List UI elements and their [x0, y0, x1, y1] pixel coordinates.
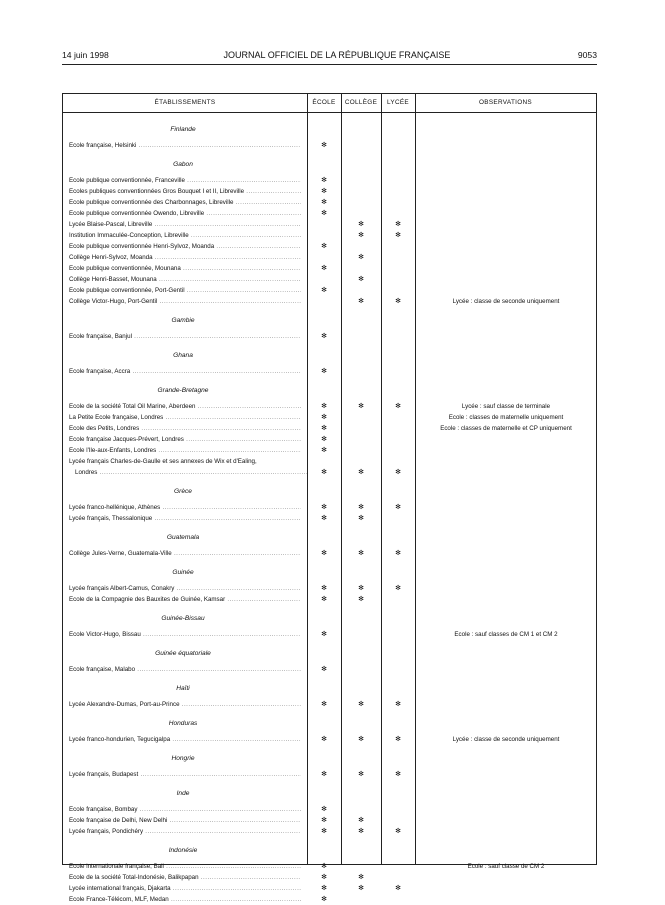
column-header-observations: OBSERVATIONS [479, 99, 532, 106]
table-row [63, 274, 596, 285]
ecole-mark: ✻ [321, 515, 327, 522]
observation-text: Ecole : classes de maternelle uniquement [448, 414, 564, 421]
establishment-name: Lycée français Charles-de-Gaulle et ses annexes de Wix et d'Ealing, [69, 458, 257, 465]
table-row [63, 197, 596, 208]
establishment-name: Ecole des Petits, Londres ..... [69, 423, 301, 434]
lycee-mark: ✻ [395, 232, 401, 239]
observation-text: Ecole : sauf classes de CM 1 et CM 2 [454, 631, 558, 638]
ecole-mark: ✻ [321, 550, 327, 557]
ecole-mark: ✻ [321, 885, 327, 892]
ecole-mark: ✻ [321, 585, 327, 592]
country-heading: Inde [176, 790, 190, 797]
table-row [63, 734, 596, 745]
table-row [63, 664, 596, 675]
table-row [63, 883, 596, 894]
establishment-name: Lycée franco-hondurien, Tegucigalpa ..... [69, 734, 301, 745]
table-row [63, 401, 596, 412]
ecole-mark: ✻ [321, 596, 327, 603]
ecole-mark: ✻ [321, 243, 327, 250]
table-row [63, 331, 596, 342]
establishment-name: Collège Henri-Basset, Mounana ..... [69, 274, 301, 285]
ecole-mark: ✻ [321, 287, 327, 294]
schools-table [62, 93, 597, 903]
ecole-mark: ✻ [321, 736, 327, 743]
country-heading: Gabon [173, 161, 193, 168]
lycee-mark: ✻ [395, 469, 401, 476]
college-mark: ✻ [358, 469, 364, 476]
table-row [63, 230, 596, 241]
ecole-mark: ✻ [321, 265, 327, 272]
table-row [63, 140, 596, 151]
table-row [63, 594, 596, 605]
table-row [63, 263, 596, 274]
establishment-name: Ecole française, Helsinki ..... [69, 140, 301, 151]
table-row [63, 412, 596, 423]
ecole-mark: ✻ [321, 368, 327, 375]
table-row [63, 629, 596, 640]
table-row [63, 366, 596, 377]
table-row [63, 467, 596, 478]
ecole-mark: ✻ [321, 863, 327, 870]
lycee-mark: ✻ [395, 403, 401, 410]
table-header [63, 94, 596, 113]
lycee-mark: ✻ [395, 221, 401, 228]
column-header-lycee: LYCÉE [387, 99, 409, 106]
college-mark: ✻ [358, 254, 364, 261]
ecole-mark: ✻ [321, 896, 327, 903]
establishment-name: Ecole française, Accra ..... [69, 366, 301, 377]
establishment-name: Ecole de la Compagnie des Bauxites de Guinée, Kamsar ..... [69, 594, 301, 605]
country-heading: Haïti [176, 685, 190, 692]
country-heading: Grande-Bretagne [157, 387, 209, 394]
establishment-name: Londres ..... [75, 467, 307, 478]
lycee-mark: ✻ [395, 771, 401, 778]
college-mark: ✻ [358, 885, 364, 892]
country-heading: Guinée [172, 569, 194, 576]
college-mark: ✻ [358, 771, 364, 778]
college-mark: ✻ [358, 596, 364, 603]
establishment-name: Lycée Alexandre-Dumas, Port-au-Prince ..... [69, 699, 301, 710]
table-row [63, 445, 596, 456]
establishment-name: Lycée français, Budapest ..... [69, 769, 301, 780]
table-row [63, 513, 596, 524]
establishment-name: Collège Jules-Verne, Guatemala-Ville ..... [69, 548, 301, 559]
establishment-name: Ecoles publiques conventionnées Gros Bouquet I et II, Libreville ..... [69, 186, 301, 197]
ecole-mark: ✻ [321, 403, 327, 410]
establishment-name: Collège Henri-Sylvoz, Moanda ..... [69, 252, 301, 263]
ecole-mark: ✻ [321, 199, 327, 206]
college-mark: ✻ [358, 550, 364, 557]
header-date: 14 juin 1998 [62, 50, 109, 60]
lycee-mark: ✻ [395, 504, 401, 511]
ecole-mark: ✻ [321, 701, 327, 708]
college-mark: ✻ [358, 701, 364, 708]
lycee-mark: ✻ [395, 701, 401, 708]
establishment-name: Ecole publique conventionnée, Mounana ..... [69, 263, 301, 274]
college-mark: ✻ [358, 221, 364, 228]
establishment-name: Ecole française, Banjul ..... [69, 331, 301, 342]
table-row [63, 804, 596, 815]
table-row [63, 583, 596, 594]
table-row [63, 699, 596, 710]
ecole-mark: ✻ [321, 828, 327, 835]
establishment-name: Lycée international français, Djakarta ..... [69, 883, 301, 894]
establishment-name: Lycée Blaise-Pascal, Libreville ..... [69, 219, 301, 230]
table-row [63, 423, 596, 434]
establishment-name: Ecole française, Malabo ..... [69, 664, 301, 675]
establishment-name: Lycée français Albert-Camus, Conakry ..... [69, 583, 301, 594]
establishment-name: Institution Immaculée-Conception, Libreville ..... [69, 230, 301, 241]
lycee-mark: ✻ [395, 550, 401, 557]
country-heading: Honduras [168, 720, 198, 727]
table-row [63, 826, 596, 837]
column-header-college: COLLÈGE [344, 99, 378, 106]
ecole-mark: ✻ [321, 142, 327, 149]
ecole-mark: ✻ [321, 771, 327, 778]
lycee-mark: ✻ [395, 585, 401, 592]
table-row [63, 252, 596, 263]
table-row [63, 219, 596, 230]
page-header [62, 48, 597, 65]
observation-text: Lycée : sauf classe de terminale [461, 403, 551, 410]
establishment-name: Lycée français, Thessalonique ..... [69, 513, 301, 524]
ecole-mark: ✻ [321, 414, 327, 421]
college-mark: ✻ [358, 276, 364, 283]
table-row [63, 296, 596, 307]
establishment-name: Ecole publique conventionnée, Franceville ..... [69, 175, 301, 186]
observation-text: Lycée : classe de seconde uniquement [452, 736, 560, 743]
establishment-name: Ecole de la société Total Oil Marine, Aberdeen ..... [69, 401, 301, 412]
observation-text: Lycée : classe de seconde uniquement [452, 298, 560, 305]
column-header-etablissements: ÉTABLISSEMENTS [154, 99, 216, 106]
table-row [63, 769, 596, 780]
establishment-name: La Petite Ecole française, Londres ..... [69, 412, 301, 423]
college-mark: ✻ [358, 232, 364, 239]
country-heading: Guatemala [166, 534, 200, 541]
college-mark: ✻ [358, 828, 364, 835]
lycee-mark: ✻ [395, 736, 401, 743]
table-row [63, 456, 596, 467]
ecole-mark: ✻ [321, 817, 327, 824]
establishment-name: Ecole de la société Total-Indonésie, Balikpapan ..... [69, 872, 301, 883]
college-mark: ✻ [358, 403, 364, 410]
establishment-name: Collège Victor-Hugo, Port-Gentil ..... [69, 296, 301, 307]
college-mark: ✻ [358, 504, 364, 511]
ecole-mark: ✻ [321, 210, 327, 217]
country-heading: Gambie [171, 317, 195, 324]
table-row [63, 502, 596, 513]
table-row [63, 815, 596, 826]
college-mark: ✻ [358, 515, 364, 522]
establishment-name: Lycée franco-hellénique, Athènes ..... [69, 502, 301, 513]
establishment-name: Ecole publique conventionnée Owendo, Libreville ..... [69, 208, 301, 219]
establishment-name: Ecole publique conventionnée Henri-Sylvoz, Moanda ..... [69, 241, 301, 252]
country-heading: Guinée équatoriale [155, 650, 211, 657]
ecole-mark: ✻ [321, 447, 327, 454]
ecole-mark: ✻ [321, 333, 327, 340]
ecole-mark: ✻ [321, 177, 327, 184]
establishment-name: Ecole internationale française, Bali ..... [69, 861, 301, 872]
ecole-mark: ✻ [321, 631, 327, 638]
establishment-name: Ecole publique conventionnée, Port-Gentil ..... [69, 285, 301, 296]
ecole-mark: ✻ [321, 504, 327, 511]
table-row [63, 208, 596, 219]
ecole-mark: ✻ [321, 666, 327, 673]
establishment-name: Ecole française, Bombay ..... [69, 804, 301, 815]
table-row [63, 434, 596, 445]
establishment-name: Ecole publique conventionnée des Charbonnages, Libreville ..... [69, 197, 301, 208]
college-mark: ✻ [358, 874, 364, 881]
column-header-ecole: ÉCOLE [312, 99, 336, 106]
table-row [63, 186, 596, 197]
college-mark: ✻ [358, 298, 364, 305]
establishment-name: Ecole l'Ile-aux-Enfants, Londres ..... [69, 445, 301, 456]
country-heading: Finlande [170, 126, 196, 133]
lycee-mark: ✻ [395, 885, 401, 892]
header-title: JOURNAL OFFICIEL DE LA RÉPUBLIQUE FRANÇAISE [223, 50, 451, 60]
ecole-mark: ✻ [321, 469, 327, 476]
establishment-name: Ecole française de Delhi, New Delhi ..... [69, 815, 301, 826]
establishment-name: Ecole Victor-Hugo, Bissau ..... [69, 629, 301, 640]
ecole-mark: ✻ [321, 188, 327, 195]
country-heading: Grèce [174, 488, 192, 495]
establishment-name: Ecole France-Télécom, MLF, Medan ..... [69, 894, 301, 905]
observation-text: Ecole : sauf classe de CM 2 [467, 863, 545, 870]
ecole-mark: ✻ [321, 436, 327, 443]
country-heading: Hongrie [171, 755, 195, 762]
observation-text: Ecole : classes de maternelle et CP uniquement [440, 425, 572, 432]
header-page-number: 9053 [577, 50, 597, 60]
ecole-mark: ✻ [321, 425, 327, 432]
ecole-mark: ✻ [321, 874, 327, 881]
table-row [63, 241, 596, 252]
establishment-name: Ecole française Jacques-Prévert, Londres ..... [69, 434, 301, 445]
lycee-mark: ✻ [395, 298, 401, 305]
college-mark: ✻ [358, 817, 364, 824]
college-mark: ✻ [358, 736, 364, 743]
college-mark: ✻ [358, 585, 364, 592]
table-row [63, 285, 596, 296]
country-heading: Ghana [173, 352, 193, 359]
table-row [63, 861, 596, 872]
establishment-name: Lycée français, Pondichéry ..... [69, 826, 301, 837]
table-row [63, 872, 596, 883]
table-row [63, 175, 596, 186]
country-heading: Guinée-Bissau [161, 615, 205, 622]
lycee-mark: ✻ [395, 828, 401, 835]
country-heading: Indonésie [168, 847, 198, 854]
table-row [63, 548, 596, 559]
ecole-mark: ✻ [321, 806, 327, 813]
